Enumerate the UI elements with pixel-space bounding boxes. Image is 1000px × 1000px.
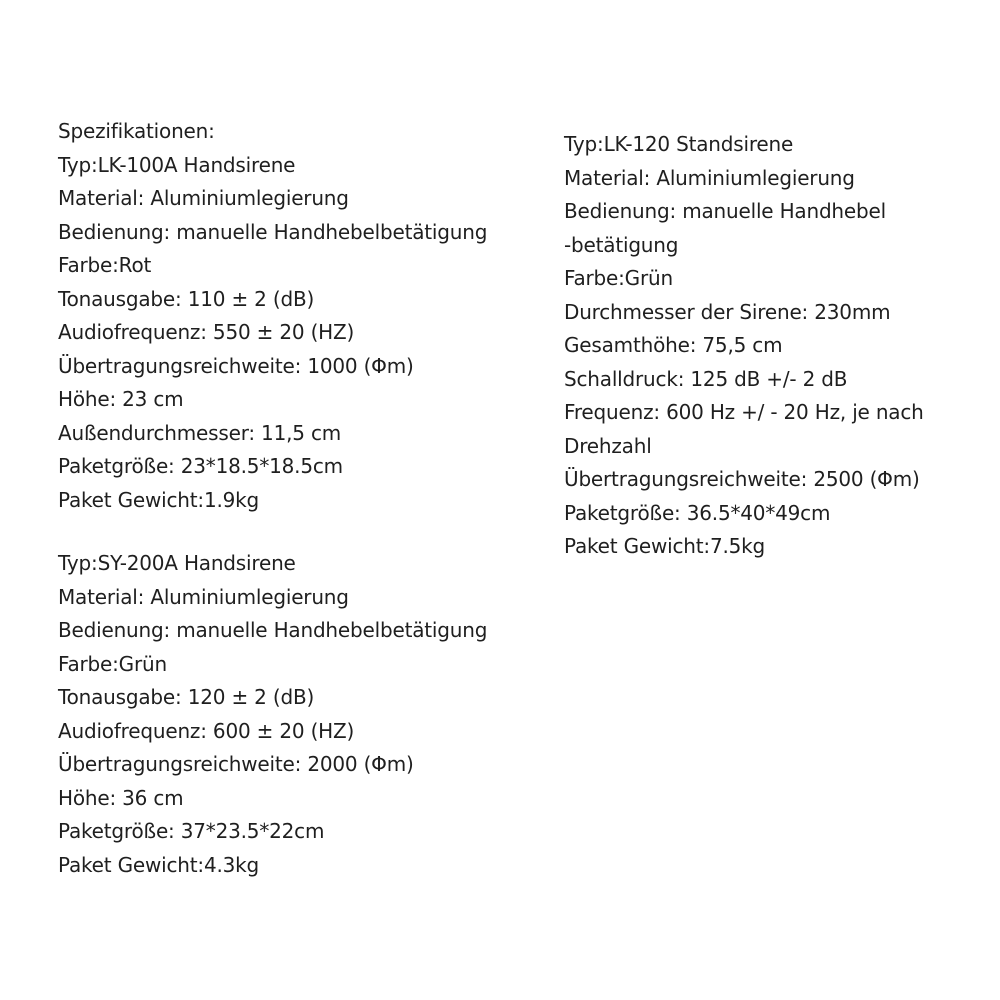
spec-line-range: Übertragungsreichweite: 1000 (Φm) xyxy=(58,353,414,378)
spec-line-diameter: Durchmesser der Sirene: 230mm xyxy=(564,299,891,324)
spec-line-operation: Bedienung: manuelle Handhebelbetätigung xyxy=(58,219,488,244)
spec-line-operation: Bedienung: manuelle Handhebelbetätigung xyxy=(58,618,488,642)
spec-line-type: Typ:SY-200A Handsirene xyxy=(58,551,296,575)
spec-line-sound-output: Tonausgabe: 120 ± 2 (dB) xyxy=(58,685,315,709)
spec-line-sound-output: Tonausgabe: 110 ± 2 (dB) xyxy=(58,286,315,311)
spec-line-frequency-cont: Drehzahl xyxy=(564,433,652,458)
spec-line-color: Farbe:Grün xyxy=(58,651,167,676)
spec-line-material: Material: Aluminiumlegierung xyxy=(58,584,349,609)
spec-line-range: Übertragungsreichweite: 2000 (Φm) xyxy=(58,752,414,776)
spec-line-package-weight: Paket Gewicht:1.9kg xyxy=(58,487,260,512)
spec-line-sound-pressure: Schalldruck: 125 dB +/- 2 dB xyxy=(564,366,848,391)
spec-line-height: Höhe: 36 cm xyxy=(58,785,184,810)
spec-line-color: Farbe:Grün xyxy=(564,266,673,290)
spec-line-color: Farbe:Rot xyxy=(58,253,152,277)
spec-line-outer-diameter: Außendurchmesser: 11,5 cm xyxy=(58,420,342,445)
spec-line-operation: Bedienung: manuelle Handhebel xyxy=(564,199,886,223)
spec-block-sy-200a xyxy=(58,547,487,882)
spec-line-package-size: Paketgröße: 23*18.5*18.5cm xyxy=(58,454,343,478)
spec-line-material: Material: Aluminiumlegierung xyxy=(564,165,855,190)
spec-line-audio-frequency: Audiofrequenz: 600 ± 20 (HZ) xyxy=(58,718,355,743)
spec-line-package-size: Paketgröße: 36.5*40*49cm xyxy=(564,500,831,525)
spec-line-material: Material: Aluminiumlegierung xyxy=(58,186,349,210)
spec-block-lk-100a xyxy=(58,115,487,517)
spec-line-package-weight: Paket Gewicht:4.3kg xyxy=(58,852,260,877)
spec-line-range: Übertragungsreichweite: 2500 (Φm) xyxy=(564,467,920,491)
spec-block-lk-120 xyxy=(564,128,924,564)
spec-line-type: Typ:LK-120 Standsirene xyxy=(564,132,794,156)
spec-line-audio-frequency: Audiofrequenz: 550 ± 20 (HZ) xyxy=(58,320,355,344)
spec-line-type: Typ:LK-100A Handsirene xyxy=(58,152,296,177)
spec-line-package-weight: Paket Gewicht:7.5kg xyxy=(564,534,766,558)
spec-line-frequency: Frequenz: 600 Hz +/ - 20 Hz, je nach xyxy=(564,400,924,424)
spec-line-total-height: Gesamthöhe: 75,5 cm xyxy=(564,333,783,357)
spec-line-operation-cont: -betätigung xyxy=(564,232,679,257)
spec-line-package-size: Paketgröße: 37*23.5*22cm xyxy=(58,819,325,843)
spec-heading: Spezifikationen: xyxy=(58,119,215,143)
spec-line-height: Höhe: 23 cm xyxy=(58,387,184,411)
